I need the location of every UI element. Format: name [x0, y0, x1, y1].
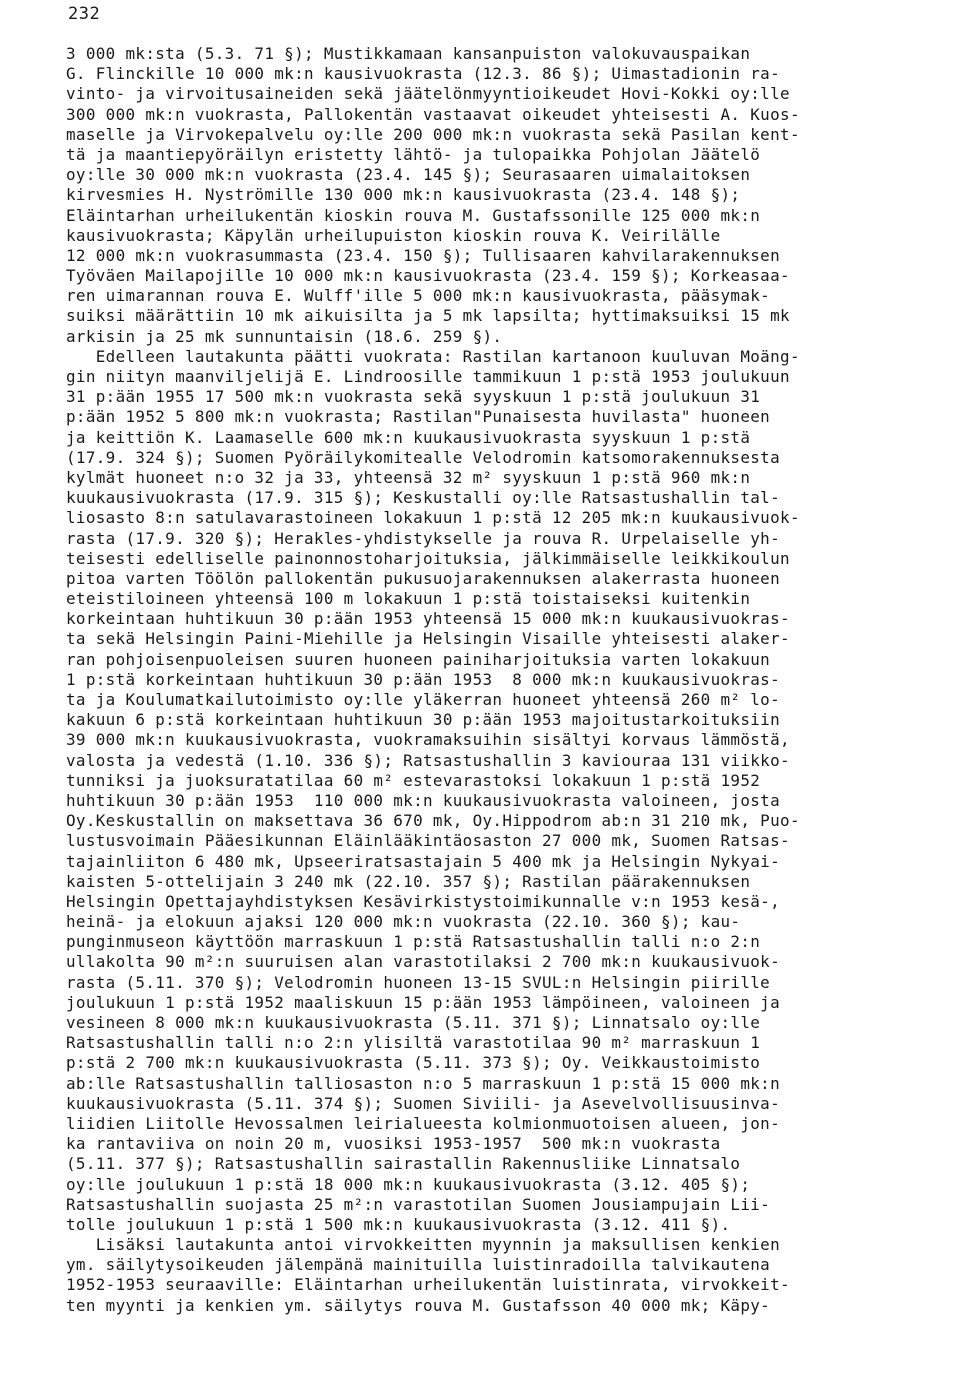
text-line: gin niityn maanviljelijä E. Lindroosille tammikuun 1 p:stä 1953 joulukuun: [66, 367, 790, 386]
text-line: korkeintaan huhtikuun 30 p:ään 1953 yhteensä 15 000 mk:n kuukausivuokras-: [66, 609, 790, 629]
text-line: arkisin ja 25 mk sunnuntaisin (18.6. 259 §).: [66, 326, 503, 346]
text-line: Helsingin Opettajayhdistyksen Kesävirkistystoimikunnalle v:n 1953 kesä-,: [66, 891, 781, 911]
text-line: ab:lle Ratsastushallin talliosaston n:o 5 marraskuun 1 p:stä 15 000 mk:n: [66, 1073, 781, 1093]
text-line: Ratsastushallin talli n:o 2:n ylisiltä varastotilaa 90 m² marraskuun 1: [66, 1033, 761, 1053]
text-line: oy:lle 30 000 mk:n vuokrasta (23.4. 145 §); Seurasaaren uimalaitoksen: [66, 165, 751, 185]
text-line: punginmuseon käyttöön marraskuun 1 p:stä Ratsastushallin talli n:o 2:n: [66, 932, 761, 952]
text-line: ullakolta 90 m²:n suuruisen alan varastotilaksi 2 700 mk:n kuukausivuok-: [66, 952, 781, 972]
text-line: kirvesmies H. Nyströmille 130 000 mk:n kausivuokrasta (23.4. 148 §);: [66, 185, 741, 205]
text-line: Oy.Keskustallin on maksettava 36 670 mk, Oy.Hippodrom ab:n 31 210 mk, Puo-: [66, 811, 800, 831]
text-line: tunniksi ja juoksuratatilaa 60 m² estevarastoksi lokakuun 1 p:stä 1952: [66, 770, 761, 790]
text-line: Työväen Mailapojille 10 000 mk:n kausivuokrasta (23.4. 159 §); Korkeasaa-: [66, 266, 790, 286]
text-line: ten myynti ja kenkien ym. säilytys rouva M. Gustafsson 40 000 mk; Käpy-: [66, 1295, 771, 1315]
text-line: liidien Liitolle Hevossalmen leirialueesta kolmionmuotoisen alueen, jon-: [66, 1113, 781, 1133]
text-line: ja keittiön K. Laamaselle 600 mk:n kuukausivuokrasta syyskuun 1 p:stä: [66, 427, 751, 447]
text-line: ta sekä Helsingin Paini-Miehille ja Helsingin Visaille yhteisesti alaker-: [66, 629, 790, 649]
page-number: 232: [68, 4, 101, 24]
body-text: [66, 44, 926, 1316]
text-line: joulukuun 1 p:stä 1952 maaliskuun 15 p:ään 1953 lämpöineen, valoineen ja: [66, 992, 781, 1012]
text-line: valosta ja vedestä (1.10. 336 §); Ratsastushallin 3 kaviouraa 131 viikko-: [66, 750, 790, 770]
text-line: G. Flinckille 10 000 mk:n kausivuokrasta (12.3. 86 §); Uimastadionin ra-: [66, 64, 781, 84]
text-line: Lisäksi lautakunta antoi virvokkeitten myynnin ja maksullisen kenkien: [66, 1235, 781, 1255]
text-line: Ratsastushallin suojasta 25 m²:n varastotilan Suomen Jousiampujain Lii-: [66, 1194, 771, 1214]
text-line: pitoa varten Töölön pallokentän pukusuojarakennuksen alakerrasta huoneen: [66, 568, 781, 588]
text-line: (5.11. 377 §); Ratsastushallin sairastallin Rakennusliike Linnatsalo: [66, 1154, 741, 1174]
text-line: 300 000 mk:n vuokrasta, Pallokentän vastaavat oikeudet yhteisesti A. Kuos-: [66, 104, 800, 124]
text-line: ka rantaviiva on noin 20 m, vuosiksi 1953-1957 500 mk:n vuokrasta: [66, 1134, 721, 1154]
text-line: p:ään 1952 5 800 mk:n vuokrasta; Rastilan"Punaisesta huvilasta" huoneen: [66, 407, 771, 427]
text-line: kaisten 5-ottelijain 3 240 mk (22.10. 357 §); Rastilan päärakennuksen: [66, 871, 751, 891]
text-line: p:stä 2 700 mk:n kuukausivuokrasta (5.11. 373 §); Oy. Veikkaustoimisto: [66, 1053, 761, 1073]
text-line: vesineen 8 000 mk:n kuukausivuokrasta (5.11. 371 §); Linnatsalo oy:lle: [66, 1013, 761, 1032]
text-line: eteistiloineen yhteensä 100 m lokakuun 1 p:stä toistaiseksi kuitenkin: [66, 589, 751, 609]
text-line: heinä- ja elokuun ajaksi 120 000 mk:n vuokrasta (22.10. 360 §); kau-: [66, 912, 741, 932]
text-line: liosasto 8:n satulavarastoineen lokakuun 1 p:stä 12 205 mk:n kuukausivuok-: [66, 508, 800, 528]
text-line: Eläintarhan urheilukentän kioskin rouva M. Gustafssonille 125 000 mk:n: [66, 205, 761, 225]
text-line: kylmät huoneet n:o 32 ja 33, yhteensä 32 m² syyskuun 1 p:stä 960 mk:n: [66, 467, 751, 487]
text-line: 3 000 mk:sta (5.3. 71 §); Mustikkamaan kansanpuiston valokuvauspaikan: [66, 44, 751, 63]
text-line: 39 000 mk:n kuukausivuokrasta, vuokramaksuihin sisältyi korvaus lämmöstä,: [66, 730, 790, 750]
text-line: 1 p:stä korkeintaan huhtikuun 30 p:ään 1953 8 000 mk:n kuukausivuokras-: [66, 669, 781, 689]
text-line: ran pohjoisenpuoleisen suuren huoneen painiharjoituksia varten lokakuun: [66, 649, 771, 669]
text-line: maselle ja Virvokepalvelu oy:lle 200 000 mk:n vuokrasta sekä Pasilan kent-: [66, 124, 800, 144]
text-line: kuukausivuokrasta (5.11. 374 §); Suomen Siviili- ja Asevelvollisuusinva-: [66, 1093, 781, 1113]
text-line: kakuun 6 p:stä korkeintaan huhtikuun 30 p:ään 1953 majoitustarkoituksiin: [66, 710, 781, 730]
text-line: ren uimarannan rouva E. Wulff'ille 5 000 mk:n kausivuokrasta, pääsymak-: [66, 286, 771, 306]
text-line: rasta (17.9. 320 §); Herakles-yhdistykselle ja rouva R. Urpelaiselle yh-: [66, 528, 781, 548]
text-line: tolle joulukuun 1 p:stä 1 500 mk:n kuukausivuokrasta (3.12. 411 §).: [66, 1214, 731, 1234]
text-line: ym. säilytysoikeuden jälempänä mainituilla luistinradoilla talvikautena: [66, 1255, 771, 1275]
text-line: ta ja Koulumatkailutoimisto oy:lle yläkerran huoneet yhteensä 260 m² lo-: [66, 690, 781, 709]
text-line: teisesti edelliselle painonnostoharjoituksia, jälkimmäiselle leikkikoulun: [66, 548, 790, 568]
text-line: huhtikuun 30 p:ään 1953 110 000 mk:n kuukausivuokrasta valoineen, josta: [66, 790, 781, 810]
text-line: tä ja maantiepyöräilyn eristetty lähtö- ja tulopaikka Pohjolan Jäätelö: [66, 144, 761, 164]
text-line: 1952-1953 seuraaville: Eläintarhan urheilukentän luistinrata, virvokkeit-: [66, 1275, 790, 1295]
text-line: Edelleen lautakunta päätti vuokrata: Rastilan kartanoon kuuluvan Moäng-: [66, 346, 800, 366]
text-line: kausivuokrasta; Käpylän urheilupuiston kioskin rouva K. Veirilälle: [66, 225, 721, 245]
text-line: oy:lle joulukuun 1 p:stä 18 000 mk:n kuukausivuokrasta (3.12. 405 §);: [66, 1174, 751, 1194]
text-line: kuukausivuokrasta (17.9. 315 §); Keskustalli oy:lle Ratsastushallin tal-: [66, 488, 781, 508]
text-line: lustusvoimain Pääesikunnan Eläinlääkintäosaston 27 000 mk, Suomen Ratsas-: [66, 831, 790, 851]
text-line: rasta (5.11. 370 §); Velodromin huoneen 13-15 SVUL:n Helsingin piirille: [66, 972, 771, 992]
text-line: 12 000 mk:n vuokrasummasta (23.4. 150 §); Tullisaaren kahvilarakennuksen: [66, 245, 781, 265]
text-line: suiksi määrättiin 10 mk aikuisilta ja 5 mk lapsilta; hyttimaksuiksi 15 mk: [66, 306, 790, 326]
text-line: 31 p:ään 1955 17 500 mk:n vuokrasta sekä syyskuun 1 p:stä joulukuun 31: [66, 387, 761, 407]
text-line: (17.9. 324 §); Suomen Pyöräilykomitealle Velodromin katsomorakennuksesta: [66, 447, 781, 467]
text-line: vinto- ja virvoitusaineiden sekä jäätelönmyyntioikeudet Hovi-Kokki oy:lle: [66, 84, 790, 104]
text-line: tajainliiton 6 480 mk, Upseeriratsastajain 5 400 mk ja Helsingin Nykyai-: [66, 851, 781, 871]
